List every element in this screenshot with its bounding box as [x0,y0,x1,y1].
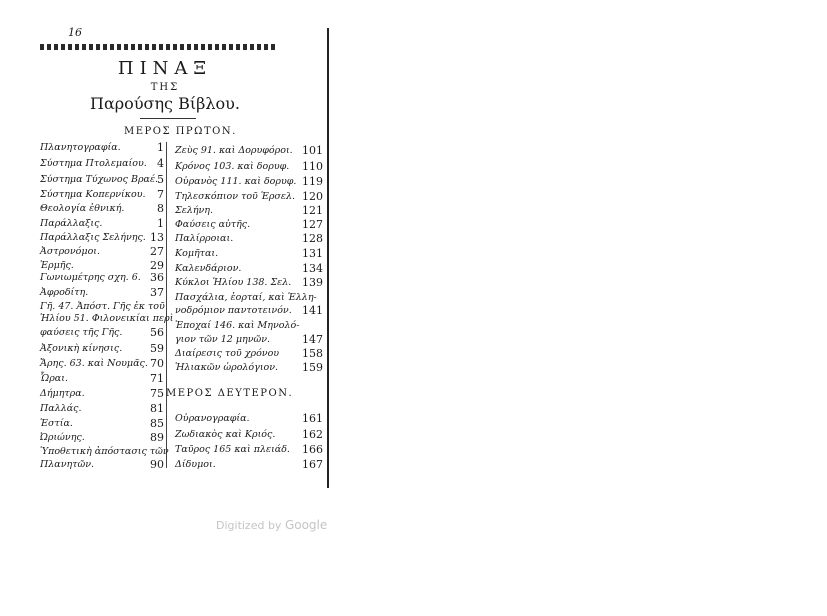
watermark-brand: Google [284,518,328,532]
toc-entry: Ἡλιακῶν ὡρολόγιον. 159 [175,361,323,374]
toc-entry: Καλενδάριον. 134 [175,262,323,275]
toc-entry: Δήμητρα. 75 [40,387,164,400]
toc-entry: Σύστημα Τύχωνος Βραέ. 5 [40,173,164,186]
toc-entry: Παράλλαξις Σελήνης. 13 [40,231,164,244]
toc-entry: Ἡλίου 51. Φιλονεικίαι περὶ [40,313,174,324]
toc-entry: Ὠριώνης. 89 [40,431,164,444]
header-ornament [40,44,278,50]
page-edge-line [327,28,329,488]
toc-entry: Ταῦρος 165 καὶ πλειάδ. 166 [175,443,323,456]
index-subtitle-book: Παρούσης Βίβλου. [90,94,240,113]
toc-entry: Παλίρροιαι. 128 [175,232,323,245]
toc-entry: Ζεὺς 91. καὶ Δορυφόροι. 101 [175,144,323,157]
digitization-watermark [216,518,327,532]
toc-entry: Σύστημα Κοπερνίκου. 7 [40,188,164,201]
toc-entry: νοδρόμιον παντοτεινόν. 141 [175,304,323,317]
toc-entry: Ὧραι. 71 [40,372,164,385]
toc-entry: Πασχάλια, ἑορταί, καὶ Ἑλλη- [175,292,317,303]
toc-entry: Ἀστρονόμοι. 27 [40,245,164,258]
toc-entry: Τηλεσκόπιον τοῦ Ἑρσελ. 120 [175,190,323,203]
page-number: 16 [68,26,82,39]
toc-entry: Ἑρμῆς. 29 [40,259,164,272]
toc-entry: Δίδυμοι. 167 [175,458,323,471]
toc-entry: φαύσεις τῆς Γῆς. 56 [40,326,164,339]
toc-entry: Κομῆται. 131 [175,247,323,260]
toc-entry: Σελήνη. 121 [175,204,323,217]
toc-entry: Πλανητῶν. 90 [40,458,164,471]
toc-entry: Πλανητογραφία. 1 [40,141,164,154]
toc-entry: Γωνιωμέτρης σχη. 6. 36 [40,271,164,284]
index-title: ΠΙΝΑΞ [117,58,213,79]
toc-entry: Γῆ. 47. Ἀπόστ. Γῆς ἐκ τοῦ [40,301,165,312]
toc-entry: Κρόνος 103. καὶ δορυφ. 110 [175,160,323,173]
index-subtitle-article: ΤΗΣ [150,82,180,93]
column-divider [166,142,167,468]
watermark-prefix: Digitized by [216,519,282,532]
toc-entry: Οὐρανὸς 111. καὶ δορυφ. 119 [175,175,323,188]
toc-entry: Θεολογία ἐθνική. 8 [40,202,164,215]
toc-entry: Ζωδιακὸς καὶ Κριός. 162 [175,428,323,441]
toc-entry: Κύκλοι Ἡλίου 138. Σελ. 139 [175,276,323,289]
toc-entry: Ἑστία. 85 [40,417,164,430]
toc-entry: Ἐποχαί 146. καὶ Μηνολό- [175,320,300,331]
toc-entry: Διαίρεσις τοῦ χρόνου 158 [175,347,323,360]
toc-entry: Ἄρης. 63. καὶ Νουμᾶς. 70 [40,357,164,370]
toc-entry: Παλλάς. 81 [40,402,164,415]
toc-entry: Οὐρανογραφία. 161 [175,412,323,425]
part-two-heading: ΜΕΡΟΣ ΔΕΥΤΕΡΟΝ. [166,388,294,399]
title-rule [140,118,196,119]
toc-entry: Σύστημα Πτολεμαίου. 4 [40,157,164,170]
part-one-heading: ΜΕΡΟΣ ΠΡΩΤΟΝ. [124,126,237,137]
toc-entry: Φαύσεις αὐτῆς. 127 [175,218,323,231]
toc-entry: Ὑποθετικὴ ἀπόστασις τῶν [40,446,169,457]
toc-entry: Ἀφροδίτη. 37 [40,286,164,299]
toc-entry: γιον τῶν 12 μηνῶν. 147 [175,333,323,346]
toc-entry: Ἀξονικὴ κίνησις. 59 [40,342,164,355]
toc-entry: Παράλλαξις. 1 [40,217,164,230]
